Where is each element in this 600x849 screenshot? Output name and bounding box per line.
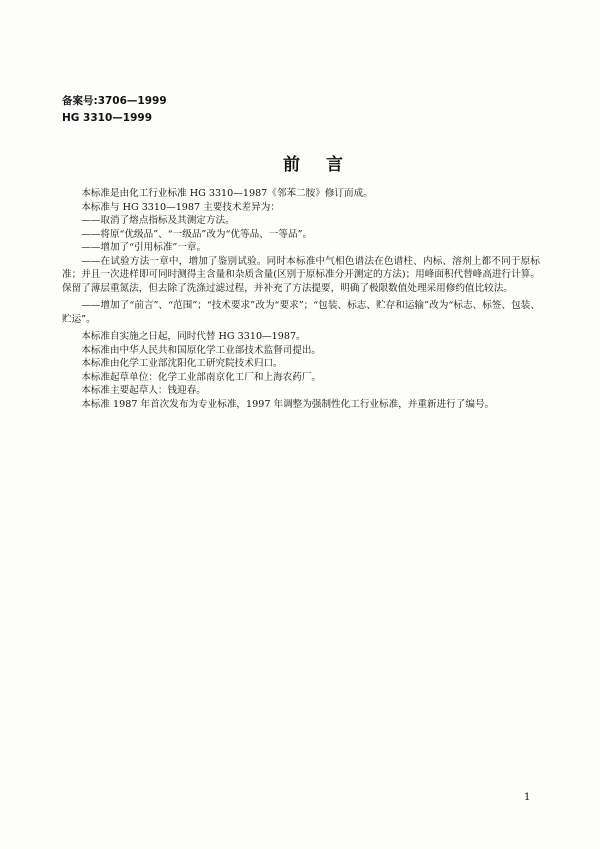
paragraph: 本标准是由化工行业标准 HG 3310—1987《邻苯二胺》修订而成。 xyxy=(81,188,373,199)
paragraph: 本标准与 HG 3310—1987 主要技术差异为： xyxy=(81,201,280,213)
paragraph: 本标准自实施之日起，同时代替 HG 3310—1987。 xyxy=(81,331,306,342)
paragraph: ——取消了熔点指标及其测定方法。 xyxy=(81,215,235,226)
paragraph: ——增加了“前言”、“范围”；“技术要求”改为“要求”；“包装、标志、贮存和运输”改为“标志、标签、包装、贮运”。 xyxy=(62,300,540,325)
paragraph: 本标准由中华人民共和国原化学工业部技术监督司提出。 xyxy=(81,344,322,356)
paragraph: 本标准主要起草人：钱迎春。 xyxy=(81,385,206,396)
document-header xyxy=(62,93,167,127)
paragraph: ——增加了“引用标准”一章。 xyxy=(81,242,207,253)
foreword-body xyxy=(62,187,540,415)
paragraph: 本标准由化学工业部沈阳化工研究院技术归口。 xyxy=(81,358,283,369)
page-number: 1 xyxy=(524,792,531,803)
record-number: 备案号:3706—1999 xyxy=(62,95,167,107)
standard-number: HG 3310—1999 xyxy=(62,112,153,124)
paragraph: 本标准起草单位：化学工业部南京化工厂和上海农药厂。 xyxy=(81,371,322,383)
paragraph: ——将原“优级品”、“一级品”改为“优等品、一等品”。 xyxy=(81,228,313,240)
page-title: 前言 xyxy=(283,155,369,175)
paragraph: ——在试验方法一章中，增加了鉴别试验。同时本标准中气相色谱法在色谱柱、内标、溶剂上都不同于原标准；并且一次进样即可同时测得主含量和杂质含量(区别于原标准分开测定的方法)；用峰面积代替峰高进行计算。保留了薄层重氮法，但去除了洗涤过滤过程，并补充了方法提要，明确了极限数值处理采用修约值比较法。 xyxy=(62,255,540,294)
paragraph: 本标准 1987 年首次发布为专业标准，1997 年调整为强制性化工行业标准，并重新进行了编号。 xyxy=(81,398,495,410)
